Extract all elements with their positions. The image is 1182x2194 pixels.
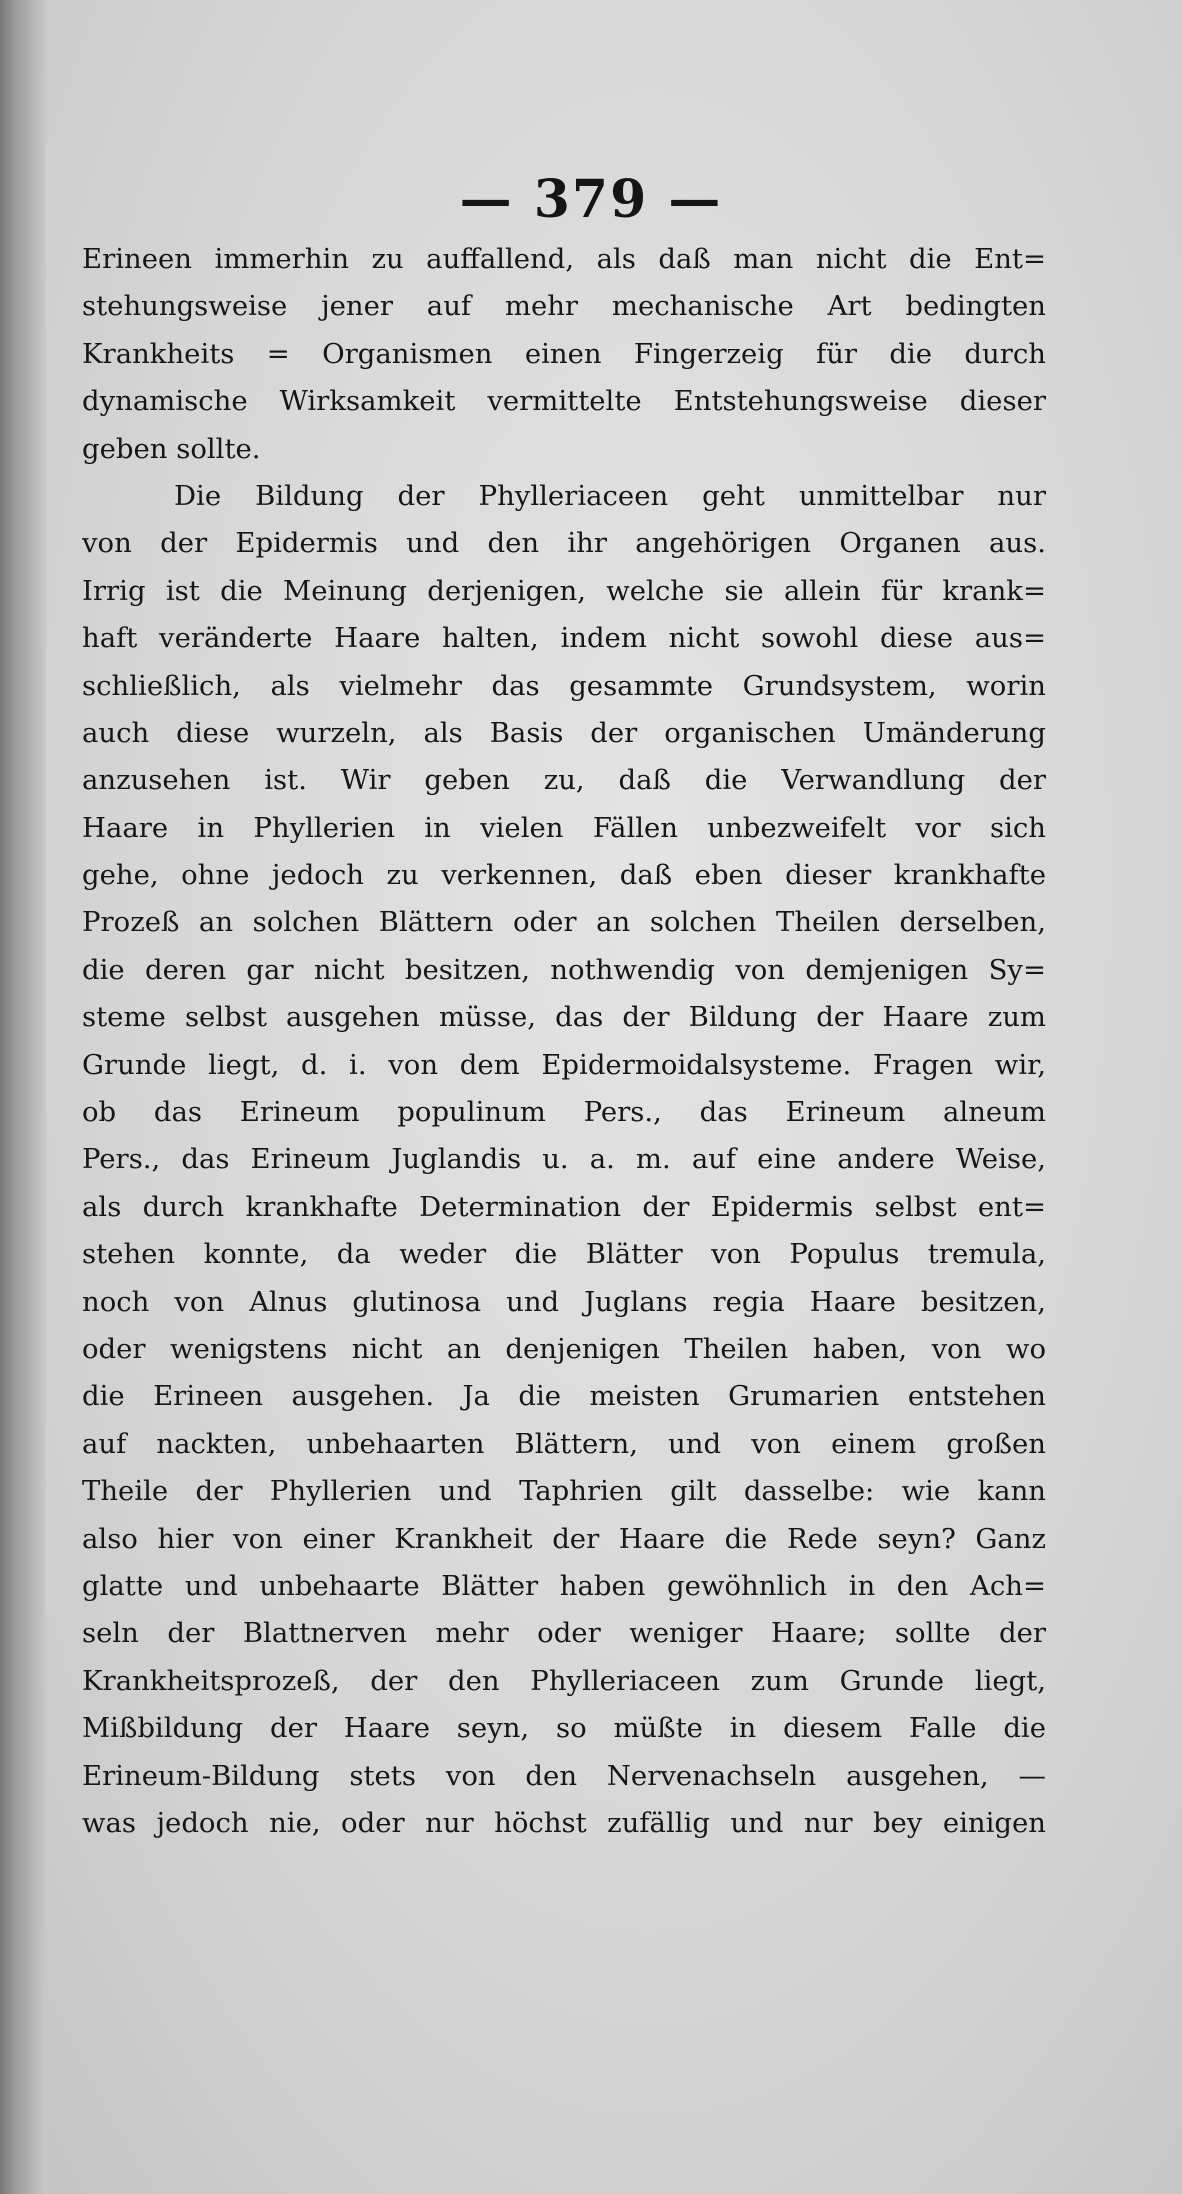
text-line: Prozeß an solchen Blättern oder an solchen Theilen derselben, [82, 906, 1046, 939]
text-line: was jedoch nie, oder nur höchst zufällig und nur bey einigen [82, 1806, 1046, 1839]
text-line: Erineen immerhin zu auffallend, als daß man nicht die Ent= [82, 243, 1046, 275]
text-line: Mißbildung der Haare seyn, so müßte in diesem Falle die [82, 1712, 1046, 1745]
text-line: die deren gar nicht besitzen, nothwendig von demjenigen Sy= [82, 953, 1046, 986]
text-line: Pers., das Erineum Juglandis u. a. m. auf eine andere Weise, [82, 1143, 1046, 1176]
text-line: stehungsweise jener auf mehr mechanische Art bedingten [82, 290, 1046, 323]
text-line: also hier von einer Krankheit der Haare die Rede seyn? Ganz [82, 1522, 1046, 1555]
text-line: stehen konnte, da weder die Blätter von Populus tremula, [82, 1238, 1046, 1271]
text-line: Grunde liegt, d. i. von dem Epidermoidalsysteme. Fragen wir, [82, 1048, 1046, 1081]
text-line: von der Epidermis und den ihr angehörigen Organen aus. [82, 527, 1046, 560]
page-number: — 379 — [459, 169, 723, 230]
text-line: als durch krankhafte Determination der Epidermis selbst ent= [82, 1190, 1046, 1223]
text-line: Erineum-Bildung stets von den Nervenachseln ausgehen, — [82, 1759, 1046, 1792]
text-line: glatte und unbehaarte Blätter haben gewöhnlich in den Ach= [82, 1569, 1046, 1602]
text-line: oder wenigstens nicht an denjenigen Theilen haben, von wo [82, 1332, 1046, 1365]
paragraph-start-line: Die Bildung der Phylleriaceen geht unmittelbar nur [174, 479, 1046, 512]
text-line: Irrig ist die Meinung derjenigen, welche sie allein für krank= [82, 574, 1046, 607]
text-line: ob das Erineum populinum Pers., das Erineum alneum [82, 1096, 1046, 1129]
text-line: gehe, ohne jedoch zu verkennen, daß eben dieser krankhafte [82, 859, 1046, 892]
text-line: Krankheits = Organismen einen Fingerzeig für die durch [82, 337, 1046, 370]
text-line: geben sollte. [82, 432, 261, 465]
text-line: schließlich, als vielmehr das gesammte Grundsystem, worin [82, 669, 1046, 702]
text-line: haft veränderte Haare halten, indem nicht sowohl diese aus= [82, 622, 1046, 655]
text-line: Krankheitsprozeß, der den Phylleriaceen zum Grunde liegt, [82, 1664, 1046, 1697]
text-line: die Erineen ausgehen. Ja die meisten Grumarien entstehen [82, 1380, 1046, 1413]
text-line: Haare in Phyllerien in vielen Fällen unbezweifelt vor sich [82, 811, 1046, 844]
text-line: dynamische Wirksamkeit vermittelte Entstehungsweise dieser [82, 385, 1046, 418]
body-text [82, 236, 1046, 1847]
text-line: auch diese wurzeln, als Basis der organischen Umänderung [82, 716, 1046, 749]
text-line: anzusehen ist. Wir geben zu, daß die Verwandlung der [82, 764, 1046, 797]
page-gutter-shadow [0, 0, 46, 2194]
text-line: seln der Blattnerven mehr oder weniger Haare; sollte der [82, 1617, 1046, 1650]
text-line: auf nackten, unbehaarten Blättern, und von einem großen [82, 1427, 1046, 1460]
text-line: noch von Alnus glutinosa und Juglans regia Haare besitzen, [82, 1285, 1046, 1318]
text-line: steme selbst ausgehen müsse, das der Bildung der Haare zum [82, 1001, 1046, 1034]
text-line: Theile der Phyllerien und Taphrien gilt dasselbe: wie kann [82, 1475, 1046, 1508]
